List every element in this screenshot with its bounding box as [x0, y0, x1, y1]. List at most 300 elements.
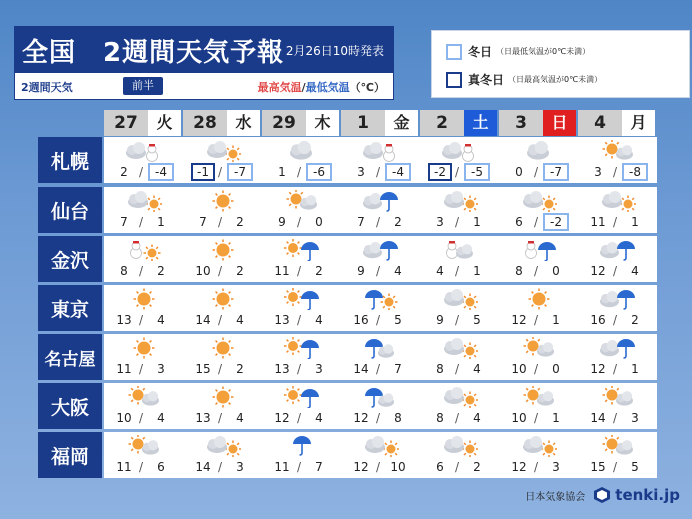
cloud-sun-icon	[205, 140, 241, 162]
temperature-row	[262, 213, 341, 231]
forecast-cell	[420, 236, 499, 282]
high-temp: 14	[195, 460, 211, 474]
sun-cloud-icon	[600, 386, 636, 408]
low-temp: 1	[157, 215, 165, 229]
temperature-row	[341, 409, 420, 427]
snow-rain-icon	[521, 239, 557, 261]
forecast-cell	[262, 285, 341, 331]
day-number: 4	[578, 110, 622, 136]
low-temp: 4	[315, 313, 323, 327]
temp-separator: /	[297, 313, 302, 327]
day-header	[420, 110, 499, 136]
low-temp: 2	[394, 215, 402, 229]
low-temp: 2	[473, 460, 481, 474]
high-temp: -2	[428, 163, 452, 181]
temp-separator: /	[297, 362, 302, 376]
rain-sun-icon	[363, 288, 399, 310]
high-temp: 16	[353, 313, 369, 327]
temp-separator: /	[613, 215, 618, 229]
sun-cloud-icon	[521, 386, 557, 408]
forecast-cell	[183, 383, 262, 429]
sun-cloud-icon	[600, 140, 636, 162]
sub-header	[14, 72, 394, 100]
high-temp: 14	[195, 313, 211, 327]
forecast-cell	[341, 236, 420, 282]
cloud-sun-icon	[126, 190, 162, 212]
day-weekday: 土	[464, 110, 497, 136]
temp-separator: /	[139, 264, 144, 278]
low-temp: 4	[631, 264, 639, 278]
temp-separator: /	[613, 362, 618, 376]
temp-separator: /	[376, 165, 381, 179]
low-temp: 4	[157, 313, 165, 327]
high-temp: 3	[436, 215, 444, 229]
temp-separator: /	[139, 313, 144, 327]
day-weekday: 火	[148, 110, 181, 136]
day-number: 3	[499, 110, 543, 136]
forecast-cell	[499, 432, 578, 478]
low-temp: 2	[236, 264, 244, 278]
forecast-cell	[420, 334, 499, 380]
temperature-row	[104, 360, 183, 378]
high-temp: 11	[590, 215, 606, 229]
temperature-row	[420, 458, 499, 476]
sun-rain-icon	[284, 288, 320, 310]
forecast-cell	[578, 137, 657, 183]
high-temp: 13	[116, 313, 132, 327]
legend-mafuyubi-label: 真冬日	[468, 73, 505, 87]
temperature-row	[183, 311, 262, 329]
forecast-cell	[578, 334, 657, 380]
low-temp: 0	[552, 264, 560, 278]
day-weekday: 日	[543, 110, 576, 136]
legend-fuyubi-label: 冬日	[468, 45, 493, 59]
day-weekday: 木	[306, 110, 339, 136]
low-temp: 6	[157, 460, 165, 474]
cloud-rain-icon	[363, 190, 399, 212]
sun-rain-icon	[284, 337, 320, 359]
forecast-cell	[262, 137, 341, 183]
temperature-row	[341, 360, 420, 378]
high-temp: 9	[278, 215, 286, 229]
legend-lo: 最低気温	[305, 81, 350, 94]
temperature-row	[420, 409, 499, 427]
temperature-row	[183, 360, 262, 378]
temp-separator: /	[297, 460, 302, 474]
forecast-cell	[341, 285, 420, 331]
temp-separator: /	[139, 362, 144, 376]
rain-cloud-icon	[363, 337, 399, 359]
cloud-icon	[521, 140, 557, 162]
forecast-cell	[578, 285, 657, 331]
forecast-cell	[104, 187, 183, 233]
high-temp: 12	[353, 411, 369, 425]
forecast-cell	[420, 432, 499, 478]
low-temp: 3	[315, 362, 323, 376]
temp-separator: /	[534, 215, 539, 229]
low-temp: 4	[236, 411, 244, 425]
cloud-sun-icon	[600, 190, 636, 212]
temp-separator: /	[534, 264, 539, 278]
cloud-snow-icon	[126, 140, 162, 162]
forecast-cell	[183, 285, 262, 331]
temperature-row	[183, 213, 262, 231]
high-temp: 16	[590, 313, 606, 327]
high-temp: 6	[515, 215, 523, 229]
temp-separator: /	[139, 165, 144, 179]
day-weekday: 金	[385, 110, 418, 136]
sun-cloud-icon	[126, 435, 162, 457]
low-temp: 4	[473, 362, 481, 376]
forecast-cell	[499, 137, 578, 183]
temp-separator: /	[297, 264, 302, 278]
forecast-cell	[183, 137, 262, 183]
low-temp: -2	[543, 213, 569, 231]
high-temp: 15	[590, 460, 606, 474]
legend-sep: /	[301, 81, 306, 94]
sun-icon	[205, 386, 241, 408]
winter-legend	[431, 30, 690, 98]
temperature-row	[262, 311, 341, 329]
low-temp: 1	[631, 362, 639, 376]
low-temp: 1	[552, 313, 560, 327]
temp-separator: /	[455, 460, 460, 474]
sun-icon	[126, 288, 162, 310]
sun-cloud-icon	[126, 386, 162, 408]
high-temp: 12	[590, 362, 606, 376]
forecast-cell	[341, 383, 420, 429]
temperature-row	[104, 213, 183, 231]
day-header	[341, 110, 420, 136]
cloud-sun-icon	[442, 386, 478, 408]
temp-separator: /	[376, 215, 381, 229]
temp-separator: /	[139, 460, 144, 474]
forecast-cell	[262, 383, 341, 429]
temperature-row	[499, 458, 578, 476]
legend-unit: （℃）	[349, 81, 385, 94]
high-temp: 11	[274, 460, 290, 474]
low-temp: 10	[390, 460, 406, 474]
forecast-cell	[341, 187, 420, 233]
temperature-row	[578, 311, 657, 329]
forecast-cell	[578, 187, 657, 233]
forecast-cell	[262, 432, 341, 478]
temperature-row	[578, 213, 657, 231]
temperature-row	[578, 262, 657, 280]
temp-separator: /	[376, 460, 381, 474]
temp-separator: /	[376, 264, 381, 278]
temperature-row	[183, 458, 262, 476]
high-temp: 2	[120, 165, 128, 179]
temperature-row	[499, 213, 578, 231]
high-temp: 14	[590, 411, 606, 425]
day-number: 2	[420, 110, 464, 136]
sun-icon	[126, 337, 162, 359]
low-temp: 3	[157, 362, 165, 376]
temp-separator: /	[297, 411, 302, 425]
snow-cloud-icon	[442, 239, 478, 261]
high-temp: 7	[120, 215, 128, 229]
temperature-row	[104, 409, 183, 427]
low-temp: 2	[315, 264, 323, 278]
high-temp: 8	[436, 362, 444, 376]
temp-separator: /	[455, 313, 460, 327]
temp-separator: /	[613, 411, 618, 425]
forecast-cell	[578, 383, 657, 429]
temp-separator: /	[218, 460, 223, 474]
low-temp: 4	[315, 411, 323, 425]
temp-separator: /	[297, 215, 302, 229]
legend-fuyubi-note: （日最低気温が0℃未満）	[496, 47, 591, 56]
temp-separator: /	[613, 313, 618, 327]
forecast-cell	[341, 432, 420, 478]
forecast-cell	[578, 236, 657, 282]
temperature-row	[341, 458, 420, 476]
low-temp: -4	[385, 163, 411, 181]
sun-icon	[205, 239, 241, 261]
high-temp: 15	[195, 362, 211, 376]
low-temp: 3	[236, 460, 244, 474]
high-temp: 9	[436, 313, 444, 327]
temp-separator: /	[218, 411, 223, 425]
low-temp: 1	[552, 411, 560, 425]
high-temp: 3	[357, 165, 365, 179]
city-label: 大阪	[38, 383, 102, 429]
day-number: 27	[104, 110, 148, 136]
temperature-row	[104, 262, 183, 280]
forecast-cell	[262, 334, 341, 380]
temperature-row	[420, 163, 499, 181]
temperature-row	[499, 360, 578, 378]
low-temp: 5	[473, 313, 481, 327]
high-temp: 10	[511, 362, 527, 376]
low-temp: 2	[236, 215, 244, 229]
day-header	[262, 110, 341, 136]
cloud-sun-icon	[205, 435, 241, 457]
high-temp: 12	[274, 411, 290, 425]
temperature-row	[420, 311, 499, 329]
day-weekday: 月	[622, 110, 655, 136]
temperature-row	[341, 213, 420, 231]
temperature-row	[578, 458, 657, 476]
temperature-row	[499, 163, 578, 181]
low-temp: 3	[631, 411, 639, 425]
high-temp: 10	[195, 264, 211, 278]
temp-separator: /	[613, 264, 618, 278]
temp-separator: /	[376, 313, 381, 327]
issue-date: 2月26日10時発表	[285, 44, 384, 58]
temperature-row	[341, 262, 420, 280]
sun-rain-icon	[284, 239, 320, 261]
temperature-row	[262, 458, 341, 476]
high-temp: 12	[511, 460, 527, 474]
footer	[525, 486, 680, 504]
forecast-cell	[104, 383, 183, 429]
page-title: 全国 2週間天気予報	[22, 38, 285, 68]
temp-separator: /	[218, 215, 223, 229]
temp-separator: /	[218, 165, 223, 179]
temperature-row	[420, 213, 499, 231]
dark-box-swatch	[446, 72, 462, 88]
forecast-cell	[183, 334, 262, 380]
city-label: 名古屋	[38, 334, 102, 380]
temperature-row	[262, 262, 341, 280]
temp-separator: /	[534, 460, 539, 474]
tenki-logo-icon	[593, 486, 611, 504]
low-temp: 5	[631, 460, 639, 474]
day-header	[578, 110, 657, 136]
sun-cloud-icon	[600, 435, 636, 457]
legend-mafuyubi-note: （日最高気温が0℃未満）	[508, 75, 603, 84]
city-label: 金沢	[38, 236, 102, 282]
high-temp: 10	[511, 411, 527, 425]
temp-separator: /	[218, 313, 223, 327]
temp-separator: /	[139, 215, 144, 229]
light-box-swatch	[446, 44, 462, 60]
temp-legend	[258, 79, 385, 95]
high-temp: 7	[357, 215, 365, 229]
brand-name: tenki.jp	[615, 486, 680, 504]
high-temp: -1	[191, 163, 215, 181]
temperature-row	[104, 163, 183, 181]
forecast-cell	[499, 236, 578, 282]
high-temp: 12	[590, 264, 606, 278]
forecast-cell	[104, 334, 183, 380]
temp-separator: /	[297, 165, 302, 179]
temp-separator: /	[613, 460, 618, 474]
day-number: 28	[183, 110, 227, 136]
high-temp: 8	[515, 264, 523, 278]
temp-separator: /	[376, 362, 381, 376]
low-temp: -6	[306, 163, 332, 181]
forecast-cell	[183, 187, 262, 233]
sun-icon	[205, 337, 241, 359]
city-label: 東京	[38, 285, 102, 331]
low-temp: 0	[552, 362, 560, 376]
forecast-cell	[104, 236, 183, 282]
temp-separator: /	[376, 411, 381, 425]
low-temp: 0	[315, 215, 323, 229]
forecast-cell	[499, 285, 578, 331]
brand[interactable]	[593, 486, 680, 504]
low-temp: 1	[631, 215, 639, 229]
cloud-rain-icon	[363, 239, 399, 261]
temperature-row	[499, 311, 578, 329]
sun-icon	[521, 288, 557, 310]
high-temp: 8	[436, 411, 444, 425]
forecast-cell	[499, 334, 578, 380]
footer-credit: 日本気象協会	[525, 491, 586, 503]
temp-separator: /	[534, 165, 539, 179]
forecast-cell	[104, 432, 183, 478]
high-temp: 11	[116, 460, 132, 474]
low-temp: 8	[394, 411, 402, 425]
high-temp: 8	[120, 264, 128, 278]
rain-icon	[284, 435, 320, 457]
cloud-snow-icon	[442, 140, 478, 162]
high-temp: 11	[274, 264, 290, 278]
forecast-cell	[104, 137, 183, 183]
forecast-cell	[420, 187, 499, 233]
forecast-cell	[183, 236, 262, 282]
high-temp: 13	[195, 411, 211, 425]
day-weekday: 水	[227, 110, 260, 136]
legend-mafuyubi	[446, 71, 602, 88]
temperature-row	[420, 360, 499, 378]
high-temp: 10	[116, 411, 132, 425]
sun-cloud-icon	[284, 190, 320, 212]
low-temp: 2	[157, 264, 165, 278]
temp-separator: /	[455, 165, 460, 179]
cloud-sun-icon	[363, 435, 399, 457]
period-badge: 前半	[123, 77, 163, 95]
snow-sun-icon	[126, 239, 162, 261]
cloud-rain-icon	[600, 288, 636, 310]
temperature-row	[420, 262, 499, 280]
low-temp: -7	[543, 163, 569, 181]
forecast-cell	[183, 432, 262, 478]
high-temp: 12	[353, 460, 369, 474]
temperature-row	[262, 163, 341, 181]
cloud-sun-icon	[442, 435, 478, 457]
temp-separator: /	[455, 264, 460, 278]
temperature-row	[104, 311, 183, 329]
low-temp: 7	[394, 362, 402, 376]
cloud-sun-icon	[521, 435, 557, 457]
forecast-cell	[420, 285, 499, 331]
high-temp: 1	[278, 165, 286, 179]
temp-separator: /	[534, 313, 539, 327]
temperature-row	[341, 311, 420, 329]
forecast-cell	[420, 383, 499, 429]
temperature-row	[578, 409, 657, 427]
temp-separator: /	[455, 411, 460, 425]
temperature-row	[183, 409, 262, 427]
temperature-row	[499, 262, 578, 280]
legend-fuyubi	[446, 43, 590, 60]
low-temp: 5	[394, 313, 402, 327]
cloud-rain-icon	[600, 239, 636, 261]
temperature-row	[183, 262, 262, 280]
day-header	[183, 110, 262, 136]
low-temp: 1	[473, 215, 481, 229]
sun-rain-icon	[284, 386, 320, 408]
cloud-icon	[284, 140, 320, 162]
forecast-cell	[420, 137, 499, 183]
forecast-cell	[262, 187, 341, 233]
low-temp: 4	[236, 313, 244, 327]
temp-separator: /	[534, 362, 539, 376]
high-temp: 9	[357, 264, 365, 278]
low-temp: 4	[157, 411, 165, 425]
high-temp: 0	[515, 165, 523, 179]
low-temp: -4	[148, 163, 174, 181]
low-temp: 2	[631, 313, 639, 327]
forecast-cell	[104, 285, 183, 331]
low-temp: 1	[473, 264, 481, 278]
city-label: 福岡	[38, 432, 102, 478]
day-header	[104, 110, 183, 136]
header-banner	[14, 26, 394, 72]
low-temp: -7	[227, 163, 253, 181]
temp-separator: /	[455, 362, 460, 376]
high-temp: 13	[274, 313, 290, 327]
sun-cloud-icon	[521, 337, 557, 359]
temperature-row	[578, 360, 657, 378]
cloud-sun-icon	[442, 288, 478, 310]
cloud-snow-icon	[363, 140, 399, 162]
city-label: 仙台	[38, 187, 102, 233]
